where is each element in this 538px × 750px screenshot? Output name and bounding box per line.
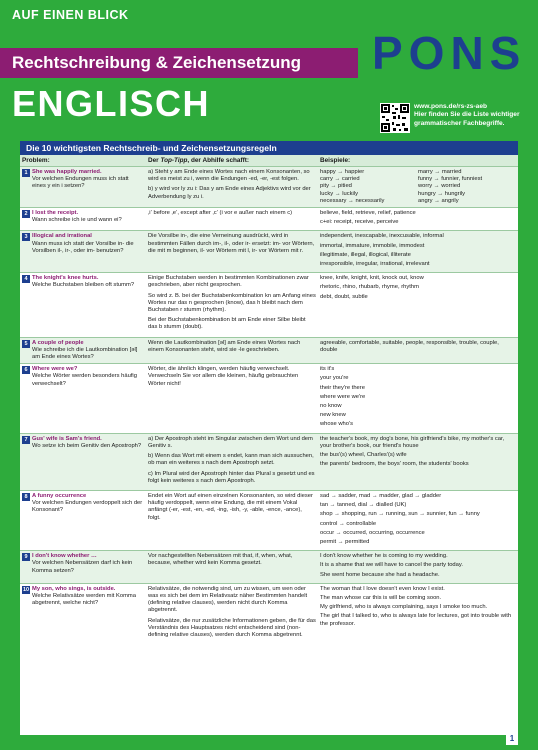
rule-title: My son, who sings, is outside. bbox=[32, 585, 116, 592]
example-text: The man whose car this is will be coming soon. bbox=[320, 594, 442, 601]
page-title: ENGLISCH bbox=[12, 83, 211, 124]
problem-cell bbox=[20, 551, 146, 584]
tip-text: a) Steht y am Ende eines Wortes nach einem Konsonanten, so wird es meist zu i, wenn die Endungen -ed, -er, -est folgen. bbox=[148, 169, 310, 183]
table-row bbox=[20, 208, 518, 231]
examples-cell bbox=[318, 273, 518, 337]
example-text: debt, doubt, subtle bbox=[320, 293, 368, 300]
rule-number: 6 bbox=[22, 366, 30, 374]
rule-question: Vor welchen Nebensätzen darf ich kein Komma setzen? bbox=[32, 560, 133, 574]
tip-cell bbox=[146, 231, 318, 273]
rule-question: Vor welchen Endungen verdoppelt sich der Konsonant? bbox=[32, 500, 143, 514]
example-text: no know bbox=[320, 403, 342, 410]
tip-text: c) Im Plural wird der Apostroph hinter das Plural s gesetzt und es folgt kein weiteres s nach dem Apostroph. bbox=[148, 470, 315, 484]
example-text: carry → carried bbox=[320, 176, 360, 183]
table-row bbox=[20, 273, 518, 337]
example-text: their they're there bbox=[320, 384, 365, 391]
rule-question: Wann schreibe ich ie und wann ei? bbox=[32, 217, 122, 224]
tip-cell bbox=[146, 551, 318, 584]
rule-title: Where were we? bbox=[32, 366, 78, 373]
tip-cell bbox=[146, 208, 318, 231]
examples-cell bbox=[318, 583, 518, 644]
subtitle-bar: Rechtschreibung & Zeichensetzung bbox=[0, 48, 358, 78]
example-text: lucky → luckily bbox=[320, 190, 359, 197]
example-text: worry → worried bbox=[418, 183, 461, 190]
examples-cell bbox=[318, 337, 518, 364]
example-text: the teacher's book, my dog's bone, his girlfriend's bike, my mother's car, your brother's book, our friend's house bbox=[320, 435, 505, 449]
tip-text: Die Vorsilbe in-, die eine Verneinung ausdrückt, wird in bestimmten Fällen durch im-, il-, oder ir- ersetzt: im- vor Wörtern, die mit m beginnen, il- vor Wörtern mit l, ir- vor Wörtern mit r. bbox=[148, 233, 315, 254]
example-text: agreeable, comfortable, suitable, people, responsible, trouble, couple, double bbox=[320, 339, 499, 353]
problem-cell bbox=[20, 167, 146, 208]
example-text: funny → funnier, funniest bbox=[418, 176, 483, 183]
example-text: independent, inescapable, inexcusable, informal bbox=[320, 233, 444, 240]
rule-question: Welche Buchstaben bleiben oft stumm? bbox=[32, 282, 135, 289]
column-header-examples: Beispiele: bbox=[318, 155, 518, 167]
example-text: hungry → hungrily bbox=[418, 190, 466, 197]
rule-question: Wie schreibe ich die Lautkombination [əl] am Ende eines Wortes? bbox=[32, 346, 138, 361]
tip-cell bbox=[146, 273, 318, 337]
tip-text: Vor nachgestellten Nebensätzen mit that, if, when, what, because, whether wird kein Komma gesetzt. bbox=[148, 553, 293, 567]
qr-note bbox=[414, 103, 534, 128]
tip-text: b) y wird vor ly zu i: Das y am Ende eines Adjektivs wird vor der Adverbendung ly zu i. bbox=[148, 186, 311, 200]
tip-cell bbox=[146, 337, 318, 364]
rule-number: 3 bbox=[22, 233, 30, 241]
example-text: whose who's bbox=[320, 421, 354, 428]
examples-cell bbox=[318, 490, 518, 550]
rules-card bbox=[20, 141, 518, 735]
tip-cell bbox=[146, 490, 318, 550]
tip-text: ‚i‘ before ‚e‘, except after ‚c‘ (i vor e außer nach einem c) bbox=[148, 210, 293, 217]
rule-number: 5 bbox=[22, 340, 30, 348]
tip-text: So wird z. B. bei der Buchstabenkombination kn am Anfang eines Wortes nur das n gesprochen (know), das h bleibt nach dem Buchstaben r stumm (rhythm). bbox=[148, 292, 316, 314]
tip-text: Einige Buchstaben werden in bestimmten Kombinationen zwar geschrieben, aber nicht gesprochen. bbox=[148, 275, 309, 289]
example-text: happy → happier bbox=[320, 169, 365, 175]
tip-cell bbox=[146, 583, 318, 644]
example-text: shop → shopping, run → running, sun → sunnier, fun → funny bbox=[320, 511, 480, 518]
rule-number: 10 bbox=[22, 586, 30, 593]
examples-cell bbox=[318, 208, 518, 231]
example-text: rhetoric, rhino, rhubarb, rhyme, rhythm bbox=[320, 284, 419, 291]
examples-cell bbox=[318, 167, 518, 208]
example-text: marry → married bbox=[418, 169, 462, 175]
problem-cell bbox=[20, 337, 146, 364]
tip-text: a) Der Apostroph steht im Singular zwischen dem Wort und dem Genitiv s. bbox=[148, 435, 313, 449]
example-text: The girl that I talked to, who is always late for lectures, got into trouble with the professor. bbox=[320, 613, 512, 627]
example-text: new knew bbox=[320, 412, 346, 419]
problem-cell bbox=[20, 433, 146, 490]
rule-question: Wo setze ich beim Genitiv den Apostroph? bbox=[32, 442, 142, 449]
rule-title: The knight's knee hurts. bbox=[32, 275, 99, 282]
tip-text: Relativsätze, die nur zusätzliche Informationen geben, die für das Verständnis des Hauptsatzes nicht entscheidend sind (non-defining relative clauses), werden durch Komma abgetrennt. bbox=[148, 617, 316, 638]
example-text: irresponsible, irregular, irrational, irrelevant bbox=[320, 261, 430, 268]
table-row bbox=[20, 490, 518, 550]
example-text: I don't know whether he is coming to my wedding. bbox=[320, 553, 448, 560]
example-text: your you're bbox=[320, 375, 349, 382]
example-text: believe, field, retrieve, relief, patience bbox=[320, 210, 416, 217]
rule-number: 7 bbox=[22, 436, 30, 444]
table-row bbox=[20, 337, 518, 364]
rule-number: 4 bbox=[22, 275, 30, 283]
rule-title: I lost the receipt. bbox=[32, 210, 79, 217]
rule-number: 1 bbox=[22, 169, 30, 177]
card-title: Die 10 wichtigsten Rechtschreib- und Zeichensetzungsregeln bbox=[20, 141, 518, 155]
rule-title: Gus' wife is Sam's friend. bbox=[32, 435, 102, 442]
tip-cell bbox=[146, 433, 318, 490]
example-text: necessary → necessarily bbox=[320, 197, 385, 204]
table-row bbox=[20, 551, 518, 584]
example-text: control → controllable bbox=[320, 520, 377, 527]
problem-cell bbox=[20, 364, 146, 433]
problem-cell bbox=[20, 490, 146, 550]
example-text: occur → occurred, occurring, occurrence bbox=[320, 529, 425, 536]
table-row bbox=[20, 364, 518, 433]
qr-code-icon[interactable] bbox=[380, 103, 410, 133]
rule-question: Wann muss ich statt der Vorsilbe in- die Vorsilben il-, ir-, oder im- benutzen? bbox=[32, 240, 134, 254]
example-text: She went home because she had a headache. bbox=[320, 571, 440, 578]
brand-logo: PONS bbox=[372, 27, 527, 79]
rule-title: A couple of people bbox=[32, 339, 84, 346]
examples-cell bbox=[318, 364, 518, 433]
tip-text: b) Wenn das Wort mit einem s endet, kann man sich aussuchen, ob man ein weiteres s nach dem Apostroph setzt. bbox=[148, 453, 314, 467]
column-header-problem: Problem: bbox=[20, 155, 146, 167]
rule-title: I don't know whether … bbox=[32, 553, 97, 560]
table-row bbox=[20, 433, 518, 490]
problem-cell bbox=[20, 273, 146, 337]
example-text: immortal, immature, immobile, immodest bbox=[320, 242, 425, 249]
problem-cell bbox=[20, 583, 146, 644]
rule-number: 2 bbox=[22, 210, 30, 218]
example-text: It is a shame that we will have to cancel the party today. bbox=[320, 562, 463, 569]
example-text: illegitimate, illegal, illogical, illiterate bbox=[320, 251, 411, 258]
tip-text: Wörter, die ähnlich klingen, werden häufig verwechselt. Verwechseln Sie vor allem die kleinen, häufig gebrauchten Wörter nicht! bbox=[148, 366, 299, 387]
rule-number: 8 bbox=[22, 493, 30, 501]
examples-cell bbox=[318, 551, 518, 584]
table-row bbox=[20, 583, 518, 644]
series-label: AUF EINEN BLICK bbox=[12, 8, 129, 22]
example-text: tan → tanned, dial → dialled (UK) bbox=[320, 502, 407, 509]
example-text: the bus'(s) wheel, Charles'(s) wife bbox=[320, 452, 407, 459]
example-text: sad → sadder, mad → madder, glad → gladder bbox=[320, 492, 442, 499]
rule-question: Vor welchen Endungen muss ich statt eines y ein i setzen? bbox=[32, 176, 129, 190]
examples-cell bbox=[318, 433, 518, 490]
rule-question: Welche Wörter werden besonders häufig verwechselt? bbox=[32, 373, 137, 387]
example-text: My girlfriend, who is always complaining, says I smoke too much. bbox=[320, 604, 488, 611]
example-text: knee, knife, knight, knit, knock out, know bbox=[320, 275, 424, 282]
example-text: its it's bbox=[320, 366, 335, 373]
table-row bbox=[20, 167, 518, 208]
tip-text: Relativsätze, die notwendig sind, um zu wissen, um wen oder was es sich bei dem im Relativsatz näher Bestimmten handelt (defining relative clauses), werden nicht durch Komma abgetrennt. bbox=[148, 585, 308, 614]
qr-description: Hier finden Sie die Liste wichtiger grammatischer Fachbegriffe. bbox=[414, 111, 520, 127]
rule-title: Illogical and irrational bbox=[32, 233, 92, 240]
problem-cell bbox=[20, 231, 146, 273]
example-text: c+ei: receipt, receive, perceive bbox=[320, 219, 399, 226]
tip-cell bbox=[146, 167, 318, 208]
rules-table bbox=[20, 155, 518, 644]
example-text: The woman that I love doesn't even know I exist. bbox=[320, 585, 445, 592]
rule-title: A funny occurrence bbox=[32, 492, 87, 499]
example-text: pity → pitied bbox=[320, 183, 352, 190]
rule-number: 9 bbox=[22, 553, 30, 561]
tip-text: Bei der Buchstabenkombination bt am Ende einer Silbe bleibt das b stumm (doubt). bbox=[148, 317, 306, 331]
tip-text: Wenn die Lautkombination [əl] am Ende eines Wortes nach einem Konsonanten steht, wird sie -le geschrieben. bbox=[148, 339, 301, 353]
examples-cell bbox=[318, 231, 518, 273]
column-header-tip: Der Top-Tipp, der Abhilfe schafft: bbox=[146, 155, 318, 167]
example-text: where were we're bbox=[320, 393, 366, 400]
tip-text: Endet ein Wort auf einen einzelnen Konsonanten, so wird dieser häufig verdoppelt, wenn eine Endung, die mit einem Vokal anfängt (-er, -est, -en, -ed, -ing, -ish, -y, -able, -ence, -ance), folgt. bbox=[148, 492, 313, 521]
example-text: angry → angrily bbox=[418, 197, 459, 204]
problem-cell bbox=[20, 208, 146, 231]
example-text: permit → permitted bbox=[320, 538, 370, 545]
table-row bbox=[20, 231, 518, 273]
rule-title: She was happily married. bbox=[32, 169, 102, 175]
page-number: 1 bbox=[506, 733, 518, 745]
qr-url[interactable]: www.pons.de/rs-zs-aeb bbox=[414, 103, 488, 110]
tip-cell bbox=[146, 364, 318, 433]
rule-question: Welche Relativsätze werden mit Komma abgetrennt, welche nicht? bbox=[32, 592, 136, 607]
example-text: the parents' bedroom, the boys' room, the students' books bbox=[320, 461, 469, 468]
